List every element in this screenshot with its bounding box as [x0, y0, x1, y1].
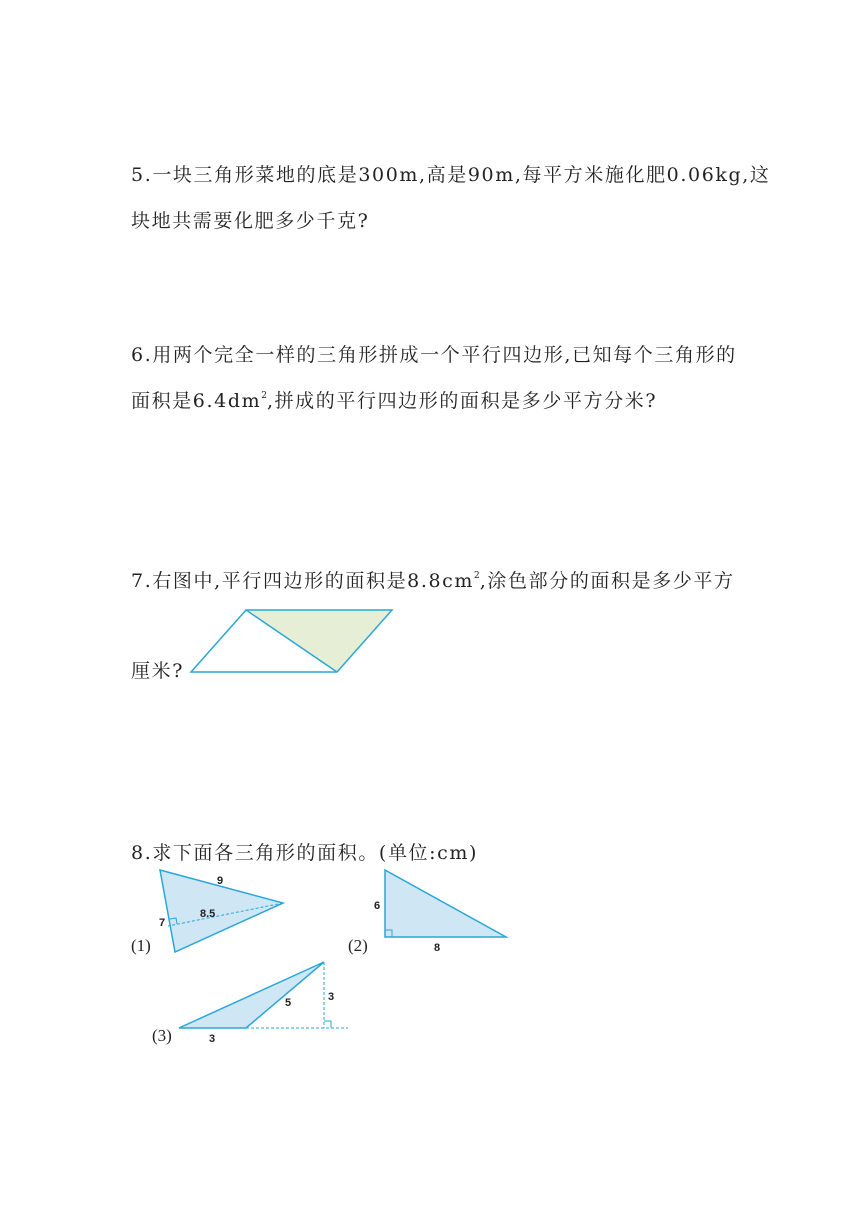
triangle-1-height-value: 8.5	[200, 908, 216, 920]
problem-8-line-1: 8.求下面各三角形的面积。(单位:cm)	[131, 842, 479, 864]
problem-5-line-1: 5.一块三角形菜地的底是300m,高是90m,每平方米施化肥0.06kg,这	[131, 164, 771, 186]
figure-1-label: (1)	[131, 936, 151, 955]
triangle-2-height-value: 6	[374, 900, 381, 912]
problem-6-line-1: 6.用两个完全一样的三角形拼成一个平行四边形,已知每个三角形的	[131, 344, 737, 366]
problem-7-text-a: 7.右图中,平行四边形的面积是8.8cm	[131, 570, 475, 592]
triangle-2	[374, 870, 506, 954]
triangle-2-shape	[385, 870, 506, 937]
problem-7-line-2: 厘米?	[131, 660, 184, 682]
problem-7-text-b: ,涂色部分的面积是多少平方	[479, 570, 735, 592]
problem-6-text-b: ,拼成的平行四边形的面积是多少平方分米?	[266, 390, 658, 412]
superscript-2: 2	[474, 571, 480, 581]
figure-3-label: (3)	[152, 1026, 172, 1045]
superscript-2: 2	[261, 391, 267, 401]
triangle-1-side-left: 7	[159, 917, 166, 929]
triangle-1-side-top: 9	[217, 875, 224, 887]
triangle-1	[159, 870, 283, 952]
problem-6-text-a: 面积是6.4dm	[131, 390, 262, 412]
triangle-3	[179, 962, 348, 1045]
triangle-3-shape	[179, 962, 324, 1028]
triangle-3-height-value: 3	[328, 991, 335, 1003]
triangle-3-base-value: 3	[209, 1033, 216, 1045]
figure-2-label: (2)	[348, 936, 368, 955]
triangle-3-slant-value: 5	[285, 997, 292, 1009]
problem-5-line-2: 块地共需要化肥多少千克?	[131, 210, 370, 232]
right-angle-mark	[324, 1021, 331, 1028]
triangle-2-base-value: 8	[434, 942, 441, 954]
